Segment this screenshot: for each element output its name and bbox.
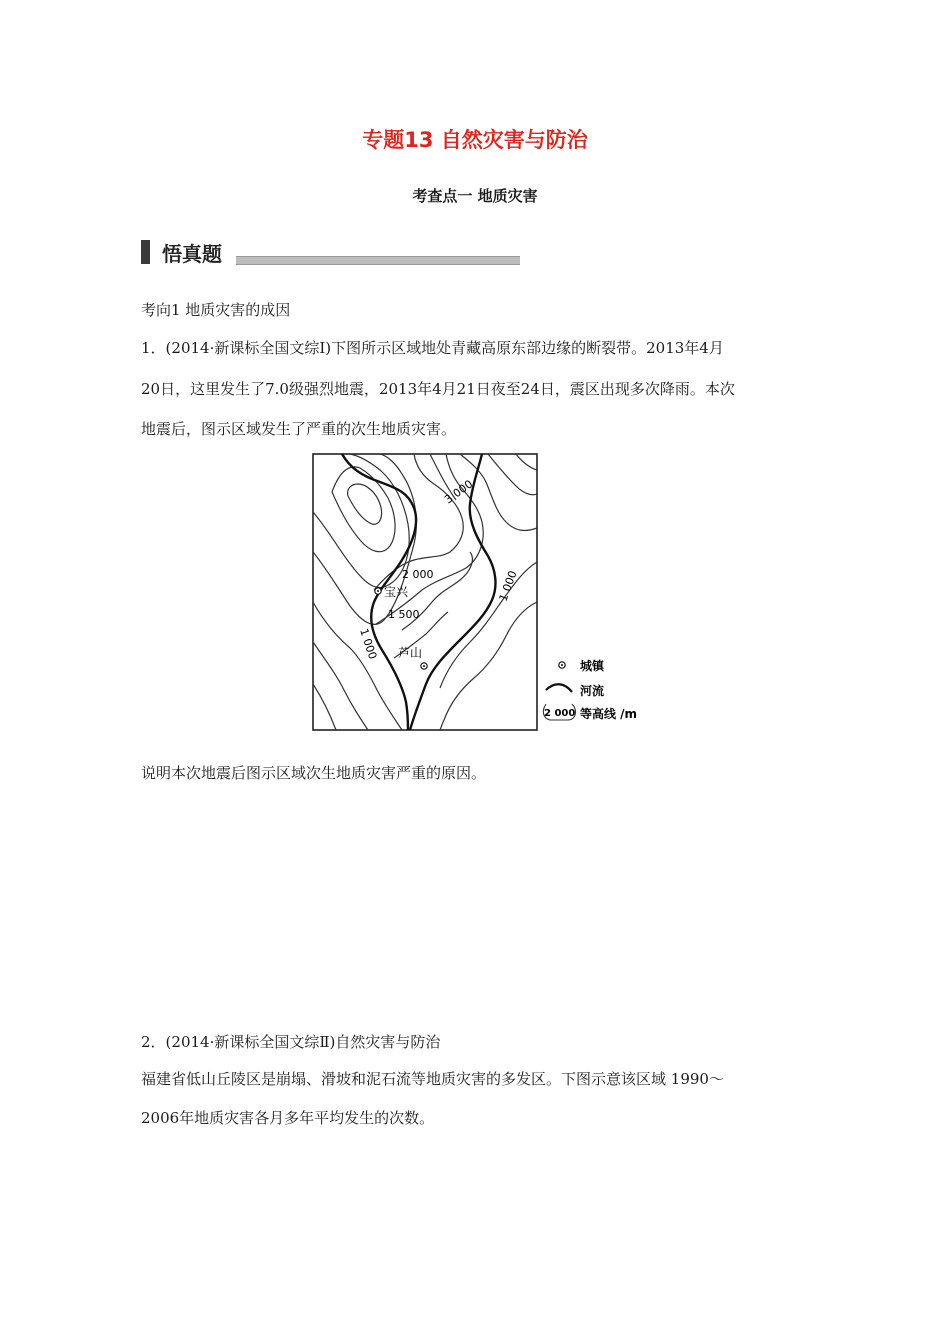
q1-line-2: 20日，这里发生了7.0级强烈地震，2013年4月21日夜至24日，震区出现多次降雨。本次 (141, 380, 735, 398)
page-title: 专题13 自然灾害与防治 (362, 128, 588, 152)
section-marker (141, 240, 150, 264)
q2-line-2: 福建省低山丘陵区是崩塌、滑坡和泥石流等地质灾害的多发区。下图示意该区域 1990～ (141, 1070, 724, 1088)
legend-contour: 等高线 /m (580, 707, 638, 721)
legend-contour-sample: 2 000 (544, 708, 576, 719)
q1-prompt: 说明本次地震后图示区域次生地质灾害严重的原因。 (141, 764, 487, 782)
contour-label: 1 000 (357, 626, 380, 661)
q2-line-3: 2006年地质灾害各月多年平均发生的次数。 (141, 1109, 435, 1127)
q2-line-1: 2．(2014·新课标全国文综Ⅱ)自然灾害与防治 (141, 1033, 441, 1051)
contour-map (310, 452, 650, 732)
contour-label: 1 000 (496, 568, 520, 604)
question-direction: 考向1 地质灾害的成因 (141, 301, 291, 319)
subtitle: 考查点一 地质灾害 (412, 187, 538, 205)
section-rule (236, 256, 520, 265)
map-legend (543, 658, 637, 721)
legend-town: 城镇 (580, 659, 605, 673)
town-label-baoxing: 宝兴 (384, 585, 409, 599)
legend-river: 河流 (580, 684, 605, 698)
section-heading: 悟真题 (162, 242, 222, 266)
contour-label: 2 000 (402, 568, 434, 581)
contour-label: 1 500 (388, 608, 420, 621)
contour-label: 3 000 (442, 477, 476, 507)
q1-line-1: 1．(2014·新课标全国文综Ⅰ)下图所示区域地处青藏高原东部边缘的断裂带。2013年4月 (141, 339, 724, 357)
town-label-lushan: 芦山 (398, 646, 423, 660)
q1-line-3: 地震后，图示区域发生了严重的次生地质灾害。 (141, 420, 457, 438)
